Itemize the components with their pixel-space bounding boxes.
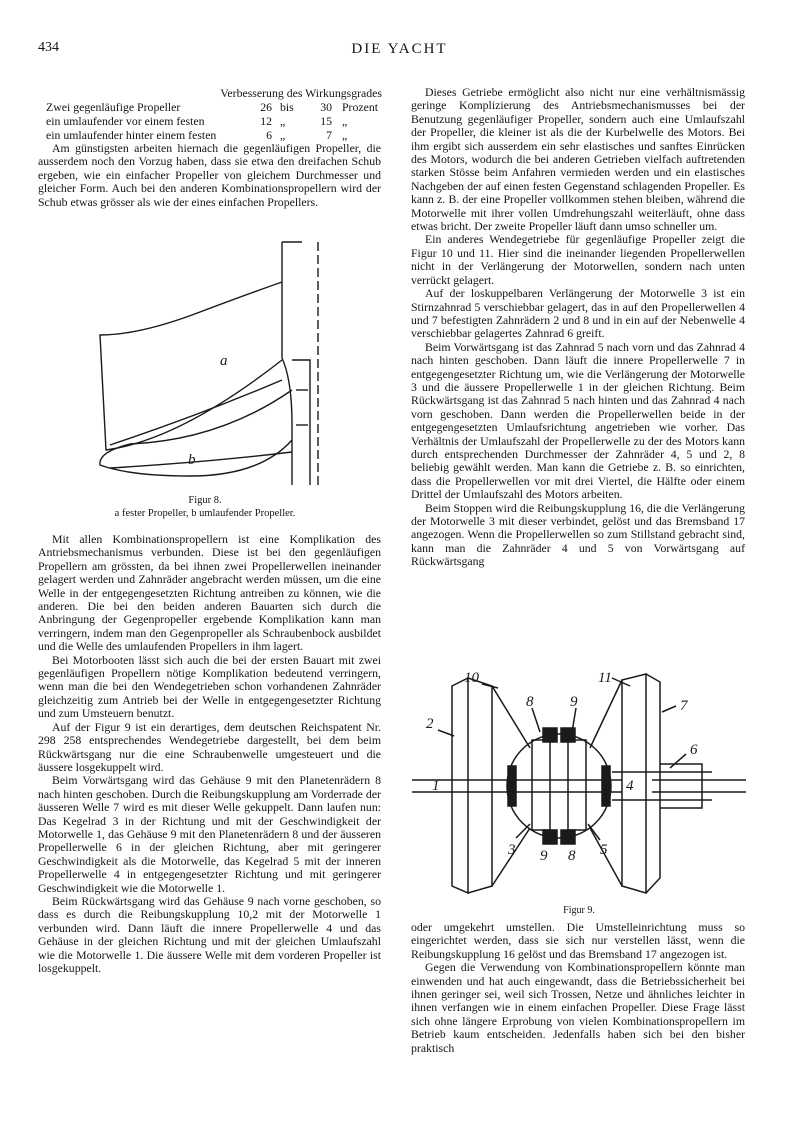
label-9b: 9 <box>540 848 548 864</box>
figure-8-title: Figur 8. <box>188 495 222 506</box>
paragraph: Mit allen Kombinationspropellern ist eine Komplikation des Antriebsmechanismus verbunden. Diese ist bei den gegenläufigen Propellern am grössten, da bei ihnen zwei Propellerwellen ineinander gelagert werden und Zahnräder angebracht werden müssen, um die eine Welle in der entgegengesetzten Richtung antreiben zu können, wie die anderen. Die bei den beiden anderen Bauarten sich durch die Anbringung der Gegenpropeller ergebende Komplikation kann man verringern, indem man den Gegenpropeller als Schraubenbock ausbildet und die Welle des umlaufenden Propellers in ihm lagert. <box>38 532 381 654</box>
left-column-intro <box>38 142 381 209</box>
label-9: 9 <box>570 694 578 710</box>
table-cell-max: 15 <box>320 114 332 128</box>
label-7: 7 <box>680 698 688 714</box>
figure-8-caption: a fester Propeller, b umlaufender Propeller. <box>114 508 296 519</box>
table-row <box>46 114 382 128</box>
figure-9 <box>412 668 746 917</box>
table-cell-unit: „ <box>342 128 348 142</box>
paragraph: Ein anderes Wendegetriebe für gegenläufige Propeller zeigt die Figur 10 und 11. Hier sind die ineinander liegenden Propellerwellen nicht in der Verlängerung der Motorwellen, sondern nach unten verrückt gelagert. <box>411 232 745 287</box>
label-a: a <box>220 353 228 369</box>
label-b: b <box>188 452 196 468</box>
table-cell-min: 12 <box>260 114 272 128</box>
label-8b: 8 <box>568 848 576 864</box>
table-cell-min: 6 <box>266 128 272 142</box>
figure-9-caption: Figur 9. <box>563 905 595 916</box>
figure-8 <box>70 240 340 520</box>
paragraph: Dieses Getriebe ermöglicht also nicht nur eine verhältnismässig geringe Komplizierung des Antriebsmechanismusses bei der Benutzung gegenläufiger Propeller, sondern auch eine Umlaufszahl der Propeller, die kleiner ist als die der Kurbelwelle des Motors. Bei ihm ergibt sich ausserdem ein sehr elastisches und sanftes Einrücken des Motors, wodurch die bei anderen Getrieben vielfach auftretenden starken Stösse beim Anfahren vermieden werden und ein elastisches Nachgeben der auf einen festen Gegenstand schlagenden Propeller. Es kann z. B. der eine Propeller vollkommen stehen bleiben, während die Motorwelle mit ihrer vollen Umdrehungszahl weiterläuft, ohne dass etwas bricht. Der zweite Propeller läuft dann umso schneller um. <box>411 85 745 234</box>
paragraph: Beim Rückwärtsgang wird das Gehäuse 9 nach vorne geschoben, so dass es durch die Reibungskupplung 10,2 mit der Motorwelle 1 verbunden wird. Dann läuft die innere Propellerwelle 4 und das Gehäuse in der gleichen Richtung und mit der gleichen Umlaufszahl wie die Motorwelle 1. Die äussere Welle mit dem vorderen Propeller ist losgekuppelt. <box>38 893 381 975</box>
right-column-continued <box>411 921 745 1055</box>
paragraph: Bei Motorbooten lässt sich auch die bei der ersten Bauart mit zwei gegenläufigen Propellern nötige Komplikation bedeutend verringern, wenn man die bei den Wendegetrieben schon vorhandenen Zahnräder gleichzeitig zum Antrieb bei der Welle in entgegengesetzter Richtung und zum Umsteuern benutzt. <box>38 652 381 721</box>
table-cell-max: 30 <box>320 100 332 114</box>
right-column-body <box>411 86 745 569</box>
table-cell-sep: bis <box>280 100 294 114</box>
label-5: 5 <box>600 842 608 858</box>
paragraph: Auf der loskuppelbaren Verlängerung der Motorwelle 3 ist ein Stirnzahnrad 5 verschiebbar gelagert, das in auf den Propellerwellen 4 und 7 befestigten Zahnrädern 2 und 8 und in ein auf der Nebenwelle 4 verschiebbar gelagertes Zahnrad 6 greift. <box>411 286 745 341</box>
label-10: 10 <box>464 670 479 686</box>
paragraph: Gegen die Verwendung von Kombinationspropellern könnte man einwenden und hat auch eingewandt, dass die Betriebssicherheit bei ihnen geringer sei, weil sich Trossen, Netze und ähnliches leichter in ihnen verfangen wie in einem einfachen Propeller. Diese Frage lässt sich ohne längere Erprobung von vielen Kombinationspropellern im Betrieb kaum entscheiden. Jedenfalls haben sich bei den bisher praktisch <box>411 960 745 1055</box>
label-3: 3 <box>508 842 516 858</box>
label-2: 2 <box>426 716 434 732</box>
table-cell-min: 26 <box>260 100 272 114</box>
label-11: 11 <box>598 670 612 686</box>
left-column-body <box>38 533 381 975</box>
page-number: 434 <box>38 40 59 55</box>
paragraph: Beim Stoppen wird die Reibungskupplung 16, die die Verlängerung der Motorwelle 3 mit dieser verbindet, gelöst und das Bremsband 17 angezogen. Wenn die Propellerwellen so zum Stillstand gebracht sind, kann man die Zahnräder 4 und 5 von Vorwärtsgang auf Rückwärtsgang <box>411 500 745 569</box>
table-cell-max: 7 <box>326 128 332 142</box>
paragraph: Beim Vorwärtsgang wird das Gehäuse 9 mit den Planetenrädern 8 nach hinten geschoben. Durch die Reibungskupplung am Vorderrade der äusseren Welle 7 wird es mit dieser Welle gekuppelt. Dann laufen nun: Das Kegelrad 3 in der Richtung und mit der Geschwindigkeit der Motorwelle 1, das Gehäuse 9 mit den Planetenrädern 8 und der äusseren Propellerwelle 6 in der gleichen Richtung, aber mit geringerer Geschwindigkeit als die Motorwelle, das Kegelrad 5 mit der inneren Propellerwelle 4 in entgegengesetzter Richtung und mit geringerer Geschwindigkeit wie die Motorwelle 1. <box>38 773 381 895</box>
table-row <box>46 100 382 114</box>
table-row <box>46 128 382 142</box>
paragraph: Am günstigsten arbeiten hiernach die gegenläufigen Propeller, die ausserdem noch den Vorzug haben, dass sie etwa den dreifachen Schub ergeben, wie ein einfacher Propeller von gleichem Durchmesser und gleicher Form. Auch bei den anderen Kombinationspropellern wird der Schub etwas grösser als wie der eines einfachen Propellers. <box>38 141 381 209</box>
table-cell-label: ein umlaufender hinter einem festen <box>46 128 217 142</box>
table-cell-unit: „ <box>342 114 348 128</box>
table-cell-sep: „ <box>280 128 286 142</box>
label-6: 6 <box>690 742 698 758</box>
label-8: 8 <box>526 694 534 710</box>
paragraph: oder umgekehrt umstellen. Die Umstelleinrichtung muss so eingerichtet werden, dass sie sich nur verstellen lässt, wenn die Reibungskupplung 16 gelöst und das Bremsband 17 angezogen ist. <box>411 920 745 961</box>
table-header: Verbesserung des Wirkungsgrades <box>220 86 382 100</box>
table-cell-unit: Prozent <box>342 100 379 114</box>
gear-drawing <box>412 668 746 910</box>
label-1: 1 <box>432 778 440 794</box>
efficiency-table <box>46 86 382 142</box>
journal-title: DIE YACHT <box>351 41 448 57</box>
table-cell-label: Zwei gegenläufige Propeller <box>46 100 181 114</box>
paragraph: Auf der Figur 9 ist ein derartiges, dem deutschen Reichspatent Nr. 298 258 entsprechendes Wendegetriebe dargestellt, bei dem beim Rückwärtsgang nur die eine Schraubenwelle umgesteuert und die äussere losgekuppelt wird. <box>38 719 381 774</box>
table-cell-sep: „ <box>280 114 286 128</box>
paragraph: Beim Vorwärtsgang ist das Zahnrad 5 nach vorn und das Zahnrad 4 nach hinten geschoben. Dann läuft die innere Propellerwelle 7 in entgegengesetzter Richtung um, wie die Verlängerung der Motorwelle 3 und die äussere Propellerwelle 1 in der gleichen Richtung. Beim Rückwärtsgang ist das Zahnrad 5 nach hinten und das Zahnrad 4 nach vorn geschoben. Dann werden die Propellerwellen beide in der entgegengesetzten Umlaufsrichtung angetrieben wie vorher. Das Verhältnis der Umlaufszahl der Propellerwelle zu der des Motors kann durch entsprechenden Durchmesser der Zahnräder 4, 5 und 2, 8 beliebig gewählt werden. Man kann die Getriebe z. B. so einrichten, dass die Propellerwellen vor mit drei Viertel, die Hälfte oder einem Drittel der Umlaufszahl des Motors arbeiten. <box>411 339 745 502</box>
propeller-drawing <box>70 240 340 490</box>
table-cell-label: ein umlaufender vor einem festen <box>46 114 205 128</box>
label-4: 4 <box>626 778 634 794</box>
